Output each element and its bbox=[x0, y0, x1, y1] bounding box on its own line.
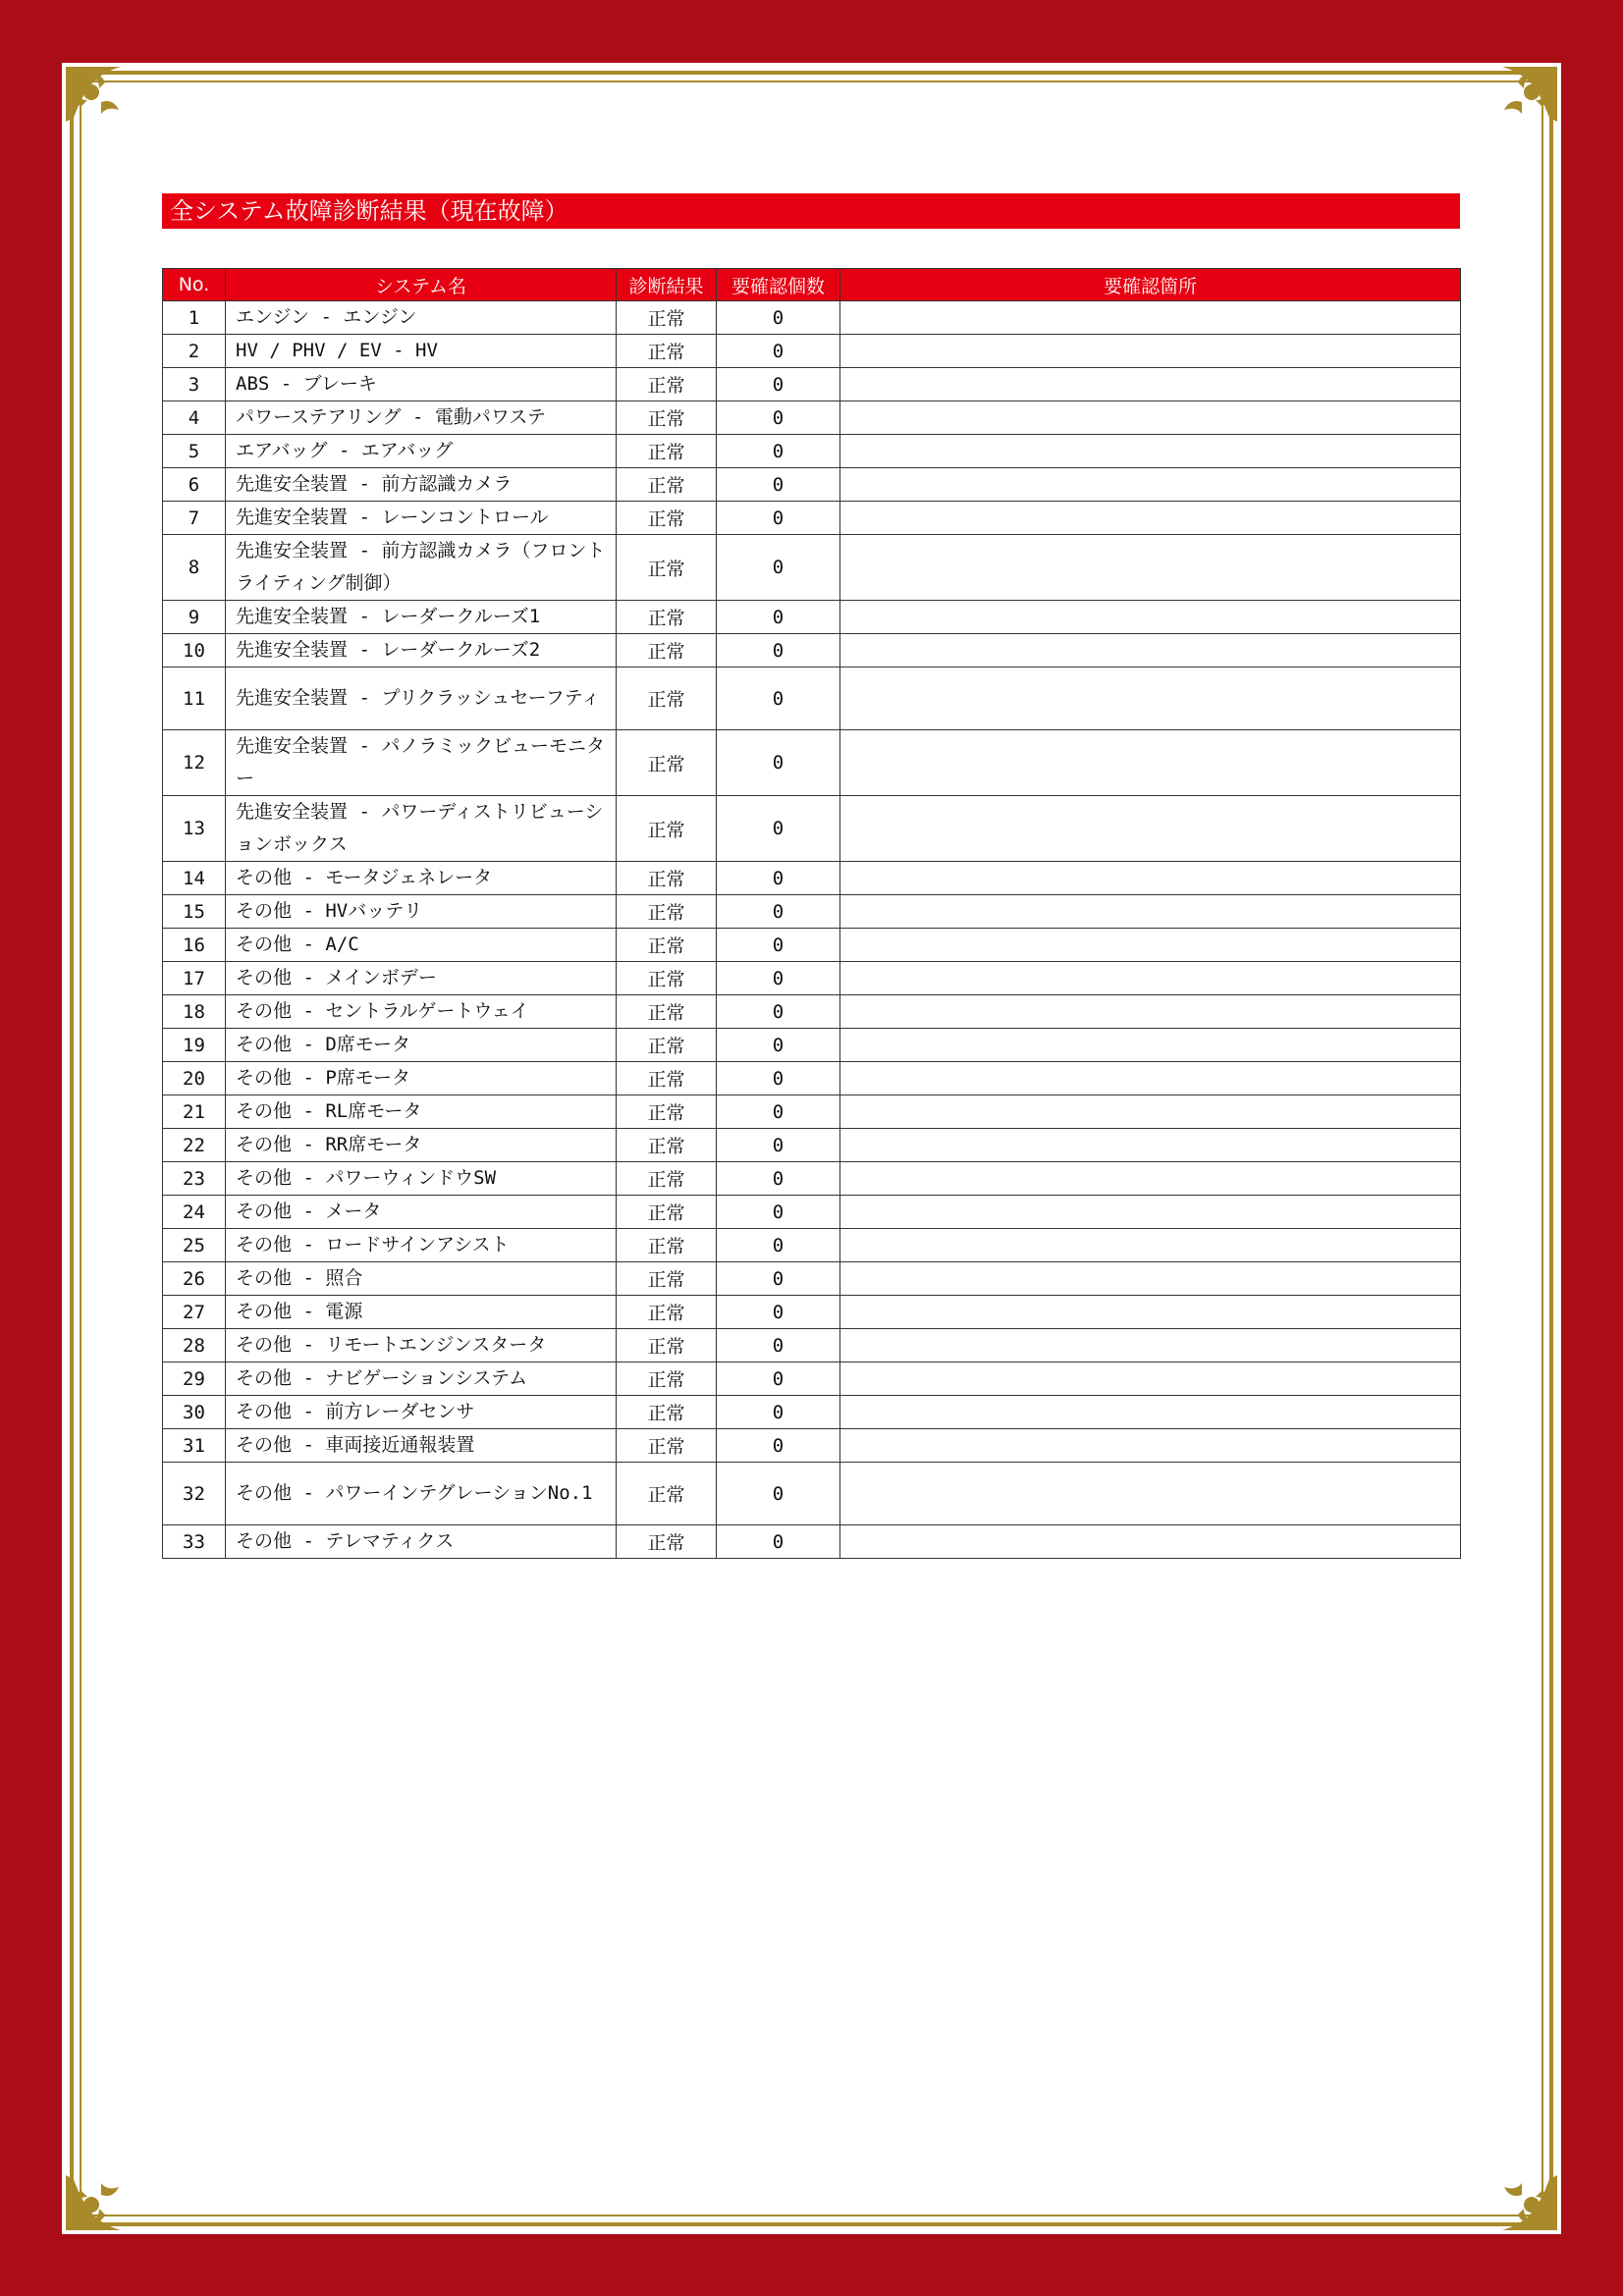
corner-ornament-icon bbox=[62, 63, 152, 153]
row-number-cell: 12 bbox=[163, 730, 226, 796]
diagnosis-result-cell: 正常 bbox=[617, 962, 717, 995]
diagnosis-result-cell: 正常 bbox=[617, 895, 717, 929]
system-name-cell: 先進安全装置 - レーダークルーズ1 bbox=[226, 601, 617, 634]
system-name-cell: 先進安全装置 - レーダークルーズ2 bbox=[226, 634, 617, 667]
table-row bbox=[163, 730, 1461, 796]
table-header-row bbox=[163, 269, 1461, 301]
check-locations-cell bbox=[840, 730, 1461, 796]
check-count-cell: 0 bbox=[717, 368, 840, 401]
system-name-cell: その他 - P席モータ bbox=[226, 1062, 617, 1095]
check-count-cell: 0 bbox=[717, 301, 840, 335]
table-row bbox=[163, 535, 1461, 601]
diagnosis-result-cell: 正常 bbox=[617, 435, 717, 468]
check-count-cell: 0 bbox=[717, 1362, 840, 1396]
system-name-cell: パワーステアリング - 電動パワステ bbox=[226, 401, 617, 435]
system-name-cell: その他 - 前方レーダセンサ bbox=[226, 1396, 617, 1429]
diagnosis-result-cell: 正常 bbox=[617, 1196, 717, 1229]
diagnosis-result-cell: 正常 bbox=[617, 1396, 717, 1429]
row-number-cell: 30 bbox=[163, 1396, 226, 1429]
table-row bbox=[163, 929, 1461, 962]
table-row bbox=[163, 962, 1461, 995]
check-locations-cell bbox=[840, 962, 1461, 995]
row-number-cell: 21 bbox=[163, 1095, 226, 1129]
row-number-cell: 16 bbox=[163, 929, 226, 962]
table-row bbox=[163, 601, 1461, 634]
system-name-cell: HV / PHV / EV - HV bbox=[226, 335, 617, 368]
diagnosis-result-cell: 正常 bbox=[617, 368, 717, 401]
diagnosis-result-cell: 正常 bbox=[617, 1062, 717, 1095]
system-name-cell: その他 - HVバッテリ bbox=[226, 895, 617, 929]
system-name-cell: 先進安全装置 - パワーディストリビューションボックス bbox=[226, 796, 617, 862]
table-row bbox=[163, 895, 1461, 929]
diagnosis-result-cell: 正常 bbox=[617, 667, 717, 730]
row-number-cell: 8 bbox=[163, 535, 226, 601]
diagnosis-result-cell: 正常 bbox=[617, 1296, 717, 1329]
check-count-cell: 0 bbox=[717, 862, 840, 895]
diagnosis-result-cell: 正常 bbox=[617, 995, 717, 1029]
diagnosis-result-cell: 正常 bbox=[617, 535, 717, 601]
table-row bbox=[163, 368, 1461, 401]
check-count-cell: 0 bbox=[717, 1229, 840, 1262]
table-row bbox=[163, 1229, 1461, 1262]
check-count-cell: 0 bbox=[717, 535, 840, 601]
table-body bbox=[163, 301, 1461, 1559]
check-locations-cell bbox=[840, 1029, 1461, 1062]
check-locations-cell bbox=[840, 1329, 1461, 1362]
check-count-cell: 0 bbox=[717, 929, 840, 962]
check-locations-cell bbox=[840, 401, 1461, 435]
check-count-cell: 0 bbox=[717, 962, 840, 995]
check-count-cell: 0 bbox=[717, 1262, 840, 1296]
row-number-cell: 17 bbox=[163, 962, 226, 995]
diagnosis-result-cell: 正常 bbox=[617, 468, 717, 502]
row-number-cell: 20 bbox=[163, 1062, 226, 1095]
system-name-cell: 先進安全装置 - パノラミックビューモニター bbox=[226, 730, 617, 796]
check-locations-cell bbox=[840, 1396, 1461, 1429]
check-count-cell: 0 bbox=[717, 1396, 840, 1429]
diagnosis-result-cell: 正常 bbox=[617, 1029, 717, 1062]
check-locations-cell bbox=[840, 929, 1461, 962]
row-number-cell: 13 bbox=[163, 796, 226, 862]
row-number-cell: 25 bbox=[163, 1229, 226, 1262]
check-count-cell: 0 bbox=[717, 667, 840, 730]
check-locations-cell bbox=[840, 862, 1461, 895]
row-number-cell: 2 bbox=[163, 335, 226, 368]
row-number-cell: 14 bbox=[163, 862, 226, 895]
check-count-cell: 0 bbox=[717, 730, 840, 796]
system-name-cell: その他 - メインボデー bbox=[226, 962, 617, 995]
system-name-cell: その他 - ロードサインアシスト bbox=[226, 1229, 617, 1262]
column-header-system: システム名 bbox=[226, 269, 617, 301]
table-row bbox=[163, 1396, 1461, 1429]
report-page bbox=[62, 63, 1561, 2234]
table-row bbox=[163, 301, 1461, 335]
column-header-count: 要確認個数 bbox=[717, 269, 840, 301]
row-number-cell: 29 bbox=[163, 1362, 226, 1396]
system-name-cell: その他 - RR席モータ bbox=[226, 1129, 617, 1162]
system-name-cell: その他 - リモートエンジンスタータ bbox=[226, 1329, 617, 1362]
column-header-no: No. bbox=[163, 269, 226, 301]
check-count-cell: 0 bbox=[717, 634, 840, 667]
corner-ornament-icon bbox=[1471, 63, 1561, 153]
row-number-cell: 15 bbox=[163, 895, 226, 929]
table-row bbox=[163, 502, 1461, 535]
check-locations-cell bbox=[840, 1162, 1461, 1196]
check-count-cell: 0 bbox=[717, 1196, 840, 1229]
check-locations-cell bbox=[840, 634, 1461, 667]
table-row bbox=[163, 401, 1461, 435]
check-locations-cell bbox=[840, 535, 1461, 601]
diagnosis-result-cell: 正常 bbox=[617, 335, 717, 368]
row-number-cell: 6 bbox=[163, 468, 226, 502]
row-number-cell: 27 bbox=[163, 1296, 226, 1329]
system-name-cell: その他 - RL席モータ bbox=[226, 1095, 617, 1129]
check-locations-cell bbox=[840, 1229, 1461, 1262]
check-locations-cell bbox=[840, 368, 1461, 401]
check-locations-cell bbox=[840, 1196, 1461, 1229]
table-row bbox=[163, 1129, 1461, 1162]
table-row bbox=[163, 667, 1461, 730]
system-name-cell: その他 - パワーウィンドウSW bbox=[226, 1162, 617, 1196]
row-number-cell: 31 bbox=[163, 1429, 226, 1463]
system-name-cell: その他 - ナビゲーションシステム bbox=[226, 1362, 617, 1396]
table-row bbox=[163, 1162, 1461, 1196]
row-number-cell: 18 bbox=[163, 995, 226, 1029]
check-count-cell: 0 bbox=[717, 1062, 840, 1095]
diagnosis-result-cell: 正常 bbox=[617, 1525, 717, 1559]
table-row bbox=[163, 435, 1461, 468]
diagnosis-table bbox=[162, 268, 1461, 1559]
check-count-cell: 0 bbox=[717, 1525, 840, 1559]
system-name-cell: エアバッグ - エアバッグ bbox=[226, 435, 617, 468]
check-count-cell: 0 bbox=[717, 601, 840, 634]
row-number-cell: 24 bbox=[163, 1196, 226, 1229]
diagnosis-result-cell: 正常 bbox=[617, 401, 717, 435]
system-name-cell: その他 - セントラルゲートウェイ bbox=[226, 995, 617, 1029]
check-locations-cell bbox=[840, 601, 1461, 634]
row-number-cell: 4 bbox=[163, 401, 226, 435]
diagnosis-result-cell: 正常 bbox=[617, 601, 717, 634]
table-row bbox=[163, 1062, 1461, 1095]
diagnosis-result-cell: 正常 bbox=[617, 1429, 717, 1463]
table-row bbox=[163, 468, 1461, 502]
table-row bbox=[163, 1329, 1461, 1362]
check-locations-cell bbox=[840, 895, 1461, 929]
check-count-cell: 0 bbox=[717, 468, 840, 502]
table-row bbox=[163, 335, 1461, 368]
system-name-cell: その他 - パワーインテグレーションNo.1 bbox=[226, 1463, 617, 1525]
system-name-cell: その他 - 電源 bbox=[226, 1296, 617, 1329]
check-count-cell: 0 bbox=[717, 796, 840, 862]
corner-ornament-icon bbox=[1471, 2144, 1561, 2234]
system-name-cell: その他 - 照合 bbox=[226, 1262, 617, 1296]
check-count-cell: 0 bbox=[717, 1296, 840, 1329]
check-locations-cell bbox=[840, 995, 1461, 1029]
report-title: 全システム故障診断結果（現在故障） bbox=[162, 193, 1460, 229]
system-name-cell: 先進安全装置 - プリクラッシュセーフティ bbox=[226, 667, 617, 730]
row-number-cell: 3 bbox=[163, 368, 226, 401]
check-locations-cell bbox=[840, 1296, 1461, 1329]
corner-ornament-icon bbox=[62, 2144, 152, 2234]
table-row bbox=[163, 1296, 1461, 1329]
table-row bbox=[163, 634, 1461, 667]
system-name-cell: 先進安全装置 - レーンコントロール bbox=[226, 502, 617, 535]
check-locations-cell bbox=[840, 1463, 1461, 1525]
check-count-cell: 0 bbox=[717, 502, 840, 535]
check-count-cell: 0 bbox=[717, 895, 840, 929]
table-row bbox=[163, 1196, 1461, 1229]
check-count-cell: 0 bbox=[717, 1463, 840, 1525]
row-number-cell: 26 bbox=[163, 1262, 226, 1296]
system-name-cell: エンジン - エンジン bbox=[226, 301, 617, 335]
row-number-cell: 33 bbox=[163, 1525, 226, 1559]
table-row bbox=[163, 1262, 1461, 1296]
diagnosis-result-cell: 正常 bbox=[617, 929, 717, 962]
row-number-cell: 28 bbox=[163, 1329, 226, 1362]
diagnosis-result-cell: 正常 bbox=[617, 1129, 717, 1162]
table-row bbox=[163, 1095, 1461, 1129]
check-locations-cell bbox=[840, 1129, 1461, 1162]
check-locations-cell bbox=[840, 1429, 1461, 1463]
system-name-cell: その他 - 車両接近通報装置 bbox=[226, 1429, 617, 1463]
diagnosis-result-cell: 正常 bbox=[617, 862, 717, 895]
check-locations-cell bbox=[840, 335, 1461, 368]
system-name-cell: その他 - A/C bbox=[226, 929, 617, 962]
row-number-cell: 1 bbox=[163, 301, 226, 335]
row-number-cell: 7 bbox=[163, 502, 226, 535]
check-locations-cell bbox=[840, 435, 1461, 468]
diagnosis-result-cell: 正常 bbox=[617, 1095, 717, 1129]
check-count-cell: 0 bbox=[717, 401, 840, 435]
diagnosis-result-cell: 正常 bbox=[617, 1229, 717, 1262]
check-locations-cell bbox=[840, 301, 1461, 335]
diagnosis-result-cell: 正常 bbox=[617, 1329, 717, 1362]
check-locations-cell bbox=[840, 1062, 1461, 1095]
system-name-cell: その他 - モータジェネレータ bbox=[226, 862, 617, 895]
table-row bbox=[163, 796, 1461, 862]
table-row bbox=[163, 1029, 1461, 1062]
check-locations-cell bbox=[840, 468, 1461, 502]
system-name-cell: その他 - メータ bbox=[226, 1196, 617, 1229]
diagnosis-result-cell: 正常 bbox=[617, 502, 717, 535]
row-number-cell: 10 bbox=[163, 634, 226, 667]
row-number-cell: 19 bbox=[163, 1029, 226, 1062]
column-header-result: 診断結果 bbox=[617, 269, 717, 301]
check-locations-cell bbox=[840, 796, 1461, 862]
check-locations-cell bbox=[840, 1525, 1461, 1559]
check-count-cell: 0 bbox=[717, 1095, 840, 1129]
row-number-cell: 32 bbox=[163, 1463, 226, 1525]
system-name-cell: ABS - ブレーキ bbox=[226, 368, 617, 401]
check-locations-cell bbox=[840, 667, 1461, 730]
check-count-cell: 0 bbox=[717, 995, 840, 1029]
check-locations-cell bbox=[840, 1262, 1461, 1296]
table-row bbox=[163, 1362, 1461, 1396]
table-row bbox=[163, 1525, 1461, 1559]
check-count-cell: 0 bbox=[717, 1129, 840, 1162]
row-number-cell: 11 bbox=[163, 667, 226, 730]
check-count-cell: 0 bbox=[717, 1329, 840, 1362]
table-row bbox=[163, 1463, 1461, 1525]
diagnosis-result-cell: 正常 bbox=[617, 1463, 717, 1525]
system-name-cell: その他 - テレマティクス bbox=[226, 1525, 617, 1559]
diagnosis-result-cell: 正常 bbox=[617, 1262, 717, 1296]
check-count-cell: 0 bbox=[717, 1029, 840, 1062]
diagnosis-result-cell: 正常 bbox=[617, 1362, 717, 1396]
table-row bbox=[163, 995, 1461, 1029]
check-locations-cell bbox=[840, 1362, 1461, 1396]
table-row bbox=[163, 1429, 1461, 1463]
check-count-cell: 0 bbox=[717, 1429, 840, 1463]
row-number-cell: 23 bbox=[163, 1162, 226, 1196]
row-number-cell: 5 bbox=[163, 435, 226, 468]
row-number-cell: 9 bbox=[163, 601, 226, 634]
system-name-cell: 先進安全装置 - 前方認識カメラ bbox=[226, 468, 617, 502]
row-number-cell: 22 bbox=[163, 1129, 226, 1162]
system-name-cell: 先進安全装置 - 前方認識カメラ（フロントライティング制御） bbox=[226, 535, 617, 601]
check-count-cell: 0 bbox=[717, 335, 840, 368]
diagnosis-result-cell: 正常 bbox=[617, 730, 717, 796]
check-locations-cell bbox=[840, 502, 1461, 535]
column-header-locations: 要確認箇所 bbox=[840, 269, 1461, 301]
diagnosis-result-cell: 正常 bbox=[617, 1162, 717, 1196]
check-locations-cell bbox=[840, 1095, 1461, 1129]
diagnosis-result-cell: 正常 bbox=[617, 634, 717, 667]
system-name-cell: その他 - D席モータ bbox=[226, 1029, 617, 1062]
check-count-cell: 0 bbox=[717, 435, 840, 468]
diagnosis-result-cell: 正常 bbox=[617, 301, 717, 335]
table-row bbox=[163, 862, 1461, 895]
check-count-cell: 0 bbox=[717, 1162, 840, 1196]
diagnosis-result-cell: 正常 bbox=[617, 796, 717, 862]
